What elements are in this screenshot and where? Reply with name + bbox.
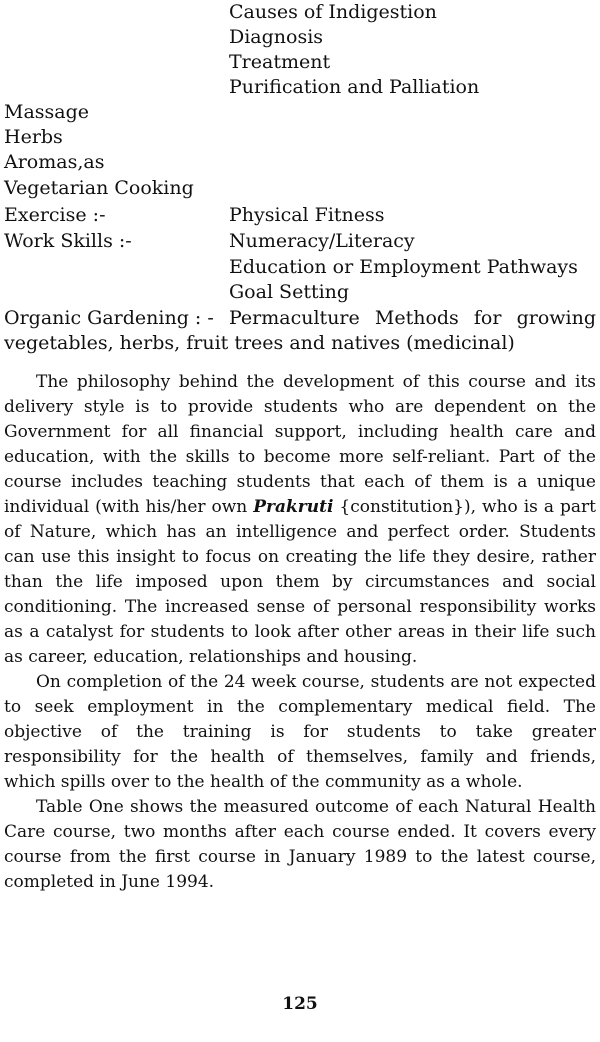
gardening-value: Permaculture Methods for growing bbox=[229, 307, 596, 329]
exercise-label: Exercise :- bbox=[4, 204, 106, 226]
work-skills-value: Goal Setting bbox=[229, 281, 350, 303]
list-item: Massage bbox=[4, 101, 90, 123]
gardening-continuation: vegetables, herbs, fruit trees and natives (medicinal) bbox=[4, 332, 515, 354]
list-item: Vegetarian Cooking bbox=[4, 177, 194, 199]
body-text bbox=[4, 370, 596, 895]
paragraph: Table One shows the measured outcome of each Natural Health Care course, two months after each course ended. It covers every course from the first course in January 1989 to the latest course, completed in June 1994. bbox=[4, 797, 596, 892]
emphasis-term: Prakruti bbox=[253, 497, 334, 517]
list-item: Treatment bbox=[229, 51, 331, 73]
work-skills-value: Numeracy/Literacy bbox=[229, 230, 415, 252]
exercise-value: Physical Fitness bbox=[229, 204, 385, 226]
list-item: Aromas,as bbox=[4, 151, 105, 173]
page-number: 125 bbox=[282, 994, 318, 1014]
list-item: Diagnosis bbox=[229, 26, 324, 48]
work-skills-label: Work Skills :- bbox=[4, 230, 132, 252]
work-skills-value: Education or Employment Pathways bbox=[229, 256, 578, 278]
paragraph: The philosophy behind the development of this course and its delivery style is to provide students who are dependent on the Government for all financial support, including health care and education, with the skills to become more self-reliant. Part of the course includes teaching students that each of them is a unique individual (with his/her own Prakruti {constitution}), who is a part of Nature, which has an intelligence and perfect order. Students can use this insight to focus on creating the life they desire, rather than the life imposed upon them by circumstances and social conditioning. The increased sense of personal responsibility works as a catalyst for students to look after other areas in their life such as career, education, relationships and housing. bbox=[4, 372, 597, 667]
list-item: Causes of Indigestion bbox=[229, 1, 437, 23]
list-item: Purification and Palliation bbox=[229, 76, 480, 98]
gardening-label: Organic Gardening : - bbox=[4, 307, 214, 329]
paragraph: On completion of the 24 week course, students are not expected to seek employment in the complementary medical field. The objective of the training is for students to take greater responsibility for the health of themselves, family and friends, which spills over to the health of the community as a whole. bbox=[4, 672, 596, 792]
list-item: Herbs bbox=[4, 126, 63, 148]
